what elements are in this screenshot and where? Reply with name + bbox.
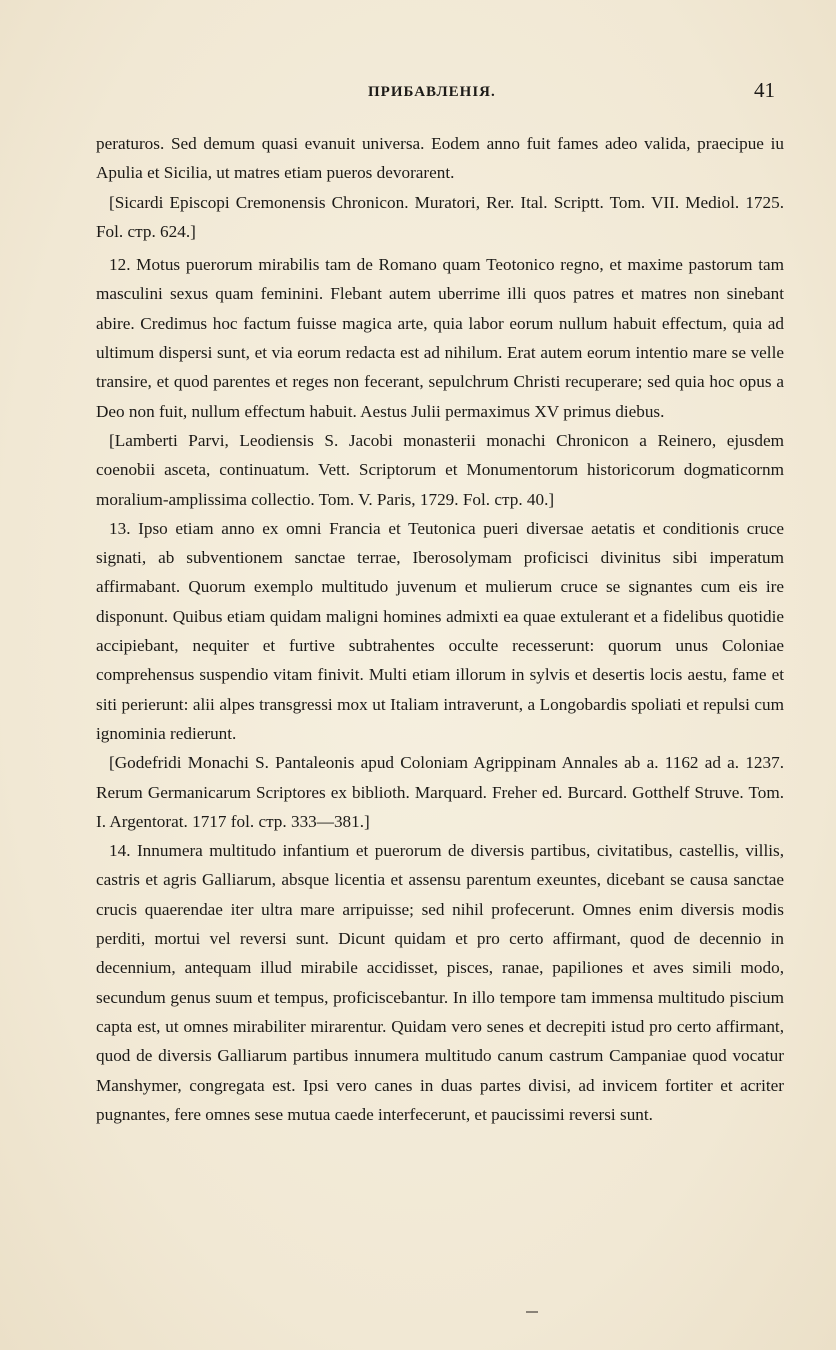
body-text xyxy=(96,129,784,1129)
page-number: 41 xyxy=(754,78,775,102)
source-citation-sicardi: [Sicardi Episcopi Cremonensis Chronicon. Muratori, Rer. Ital. Scriptt. Tom. VII. Mediol. 1725. Fol. стр. 624.] xyxy=(96,192,784,241)
paragraph-12: 12. Motus puerorum mirabilis tam de Romano quam Teotonico regno, et maxime pastorum tam masculini sexus quam feminini. Flebant autem uberrime illi quos patres et matres non sinebant abire. Credimus hoc factum fuisse magica arte, quia labor eorum nullum habuit effectum, quia ad ultimum dispersi sunt, et via eorum redacta est ad nihilum. Erat autem eorum intentio mare se velle transire, et quod parentes et reges non fecerant, sepulchrum Christi recuperare; sed quia hoc opus a Deo non fuit, nullum effectum habuit. Aestus Julii permaximus XV primus diebus. xyxy=(96,255,784,421)
running-header xyxy=(0,78,836,108)
paragraph-13: 13. Ipso etiam anno ex omni Francia et Teutonica pueri diversae aetatis et conditionis cruce signati, ab subventionem sanctae terrae, Iberosolymam proficisci divinitus sibi imperatum affirmabant. Quorum exemplo multitudo juvenum et mulierum cruce se signantes cum eis ire disponunt. Quibus etiam quidam maligni homines admixti ea quae extulerant et a fidelibus quotidie accipiebant, nequiter et furtive subtrahentes occulte recesserunt: quorum unus Coloniae comprehensus suspendio vitam finivit. Multi etiam illorum in sylvis et desertis locis aestu, fame et siti perierunt: alii alpes transgressi mox ut Italiam intraverunt, a Longobardis spoliati et repulsi cum ignominia redierunt. xyxy=(96,518,784,743)
running-title: ПРИБАВЛЕНІЯ. xyxy=(368,84,496,100)
paragraph-14: 14. Innumera multitudo infantium et puerorum de diversis partibus, civitatibus, castellis, villis, castris et agris Galliarum, absque licentia et assensu parentum exeuntes, dicebant se causa sanctae crucis quaerendae iter ultra mare arripuisse; sed nihil profecerunt. Omnes enim diversis modis perditi, mortui vel reversi sunt. Dicunt quidam et pro certo affirmant, quod de decennio in decennium, antequam illud mirabile accidisset, pisces, ranae, papiliones et aves simili modo, secundum genus suum et tempus, proficiscebantur. In illo tempore tam immensa multitudo piscium capta est, ut omnes mirabiliter mirarentur. Quidam vero senes et decrepiti istud pro certo affirmant, quod de diversis Galliarum partibus innumera multitudo canum castrum Campaniae quod vocatur Manshymer, congregata est. Ipsi vero canes in duas partes divisi, ad invicem fortiter et acriter pugnantes, fere omnes sese mutua caede interfecerunt, et paucissimi reversi sunt. xyxy=(96,841,784,1124)
source-citation-lamberti: [Lamberti Parvi, Leodiensis S. Jacobi monasterii monachi Chronicon a Reinero, ejusdem coenobii asceta, continuatum. Vett. Scriptorum et Monumentorum historicorum dogmaticornm moralium-amplissima collectio. Tom. V. Paris, 1729. Fol. стр. 40.] xyxy=(96,430,784,509)
paragraph-continuation: peraturos. Sed demum quasi evanuit universa. Eodem anno fuit fames adeo valida, praecipue iu Apulia et Sicilia, ut matres etiam pueros devorarent. xyxy=(96,134,784,183)
page-bottom-mark xyxy=(526,1311,538,1313)
source-citation-godefridi: [Godefridi Monachi S. Pantaleonis apud Coloniam Agrippinam Annales ab a. 1162 ad a. 1237. Rerum Germanicarum Scriptores ex biblioth. Marquard. Freher ed. Burcard. Gotthelf Struve. Tom. I. Argentorat. 1717 fol. стр. 333—381.] xyxy=(96,753,784,831)
